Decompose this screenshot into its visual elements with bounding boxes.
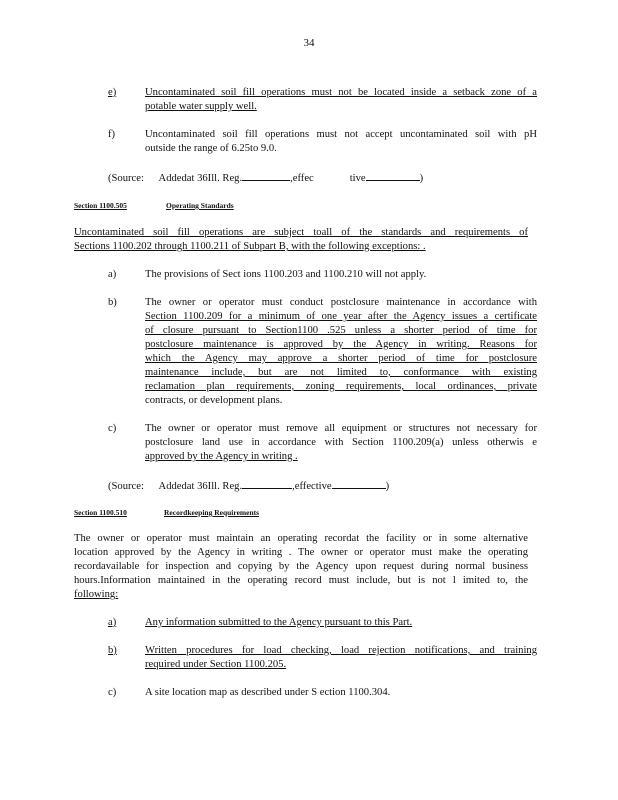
item-b-label: b): [108, 645, 117, 656]
date-blank: [242, 170, 290, 181]
item-b-line-6: maintenance include, but are not limited to, conformance with existing: [145, 367, 537, 378]
item-b-line-3: of closure pursuant to Section1100 .525 unless a shorter period of time for: [145, 325, 537, 336]
source-effective: ,effec: [290, 173, 314, 184]
section-510-intro-line-5: following:: [74, 589, 119, 600]
item-b-line-8: contracts, or development plans.: [145, 395, 283, 406]
source-effective-cont: tive: [349, 173, 366, 184]
item-c-line-1: The owner or operator must remove all equipment or structures not necessary for: [145, 423, 537, 434]
item-b-line-7: reclamation plan requirements, zoning requirements, local ordinances, private: [145, 381, 537, 392]
section-510-title: Recordkeeping Requirements: [164, 508, 260, 517]
item-e-line-1: Uncontaminated soil fill operations must not be located inside a setback zone of a: [145, 87, 537, 98]
section-505-number: Section 1100.505: [74, 201, 127, 210]
section-510-number: Section 1100.510: [74, 508, 127, 517]
item-e-label: e): [108, 87, 117, 98]
section-505-title: Operating Standards: [166, 201, 234, 210]
item-b-line-5: which the Agency may approve a shorter period of time for postclosure: [145, 353, 537, 364]
date-blank: [332, 478, 386, 489]
source-effective: ,effective: [292, 481, 332, 492]
source-close: ): [419, 173, 424, 184]
item-b-line-2: required under Section 1100.205.: [145, 659, 287, 670]
source-open: (Source:: [108, 481, 144, 492]
source-close: ): [385, 481, 390, 492]
item-b-label: b): [108, 297, 117, 308]
page-number: 34: [303, 37, 315, 49]
source-text: Addedat 36Ill. Reg.: [158, 173, 243, 184]
source-open: (Source:: [108, 173, 144, 184]
section-505-intro-line-2: Sections 1100.202 through 1100.211 of Subpart B, with the following exceptions: .: [74, 241, 426, 252]
section-510-intro-line-1: The owner or operator must maintain an operating recordat the facility or in some alternative: [74, 533, 528, 544]
item-b-line-1: The owner or operator must conduct postclosure maintenance in accordance with: [145, 297, 537, 308]
item-f-line-2: outside the range of 6.25to 9.0.: [145, 143, 277, 154]
item-f-label: f): [108, 129, 116, 140]
section-510-intro-line-4: hours.Information maintained in the operating record must include, but is not l imited to, the: [74, 575, 528, 586]
item-f-line-1: Uncontaminated soil fill operations must not accept uncontaminated soil with pH: [145, 129, 537, 140]
item-a-label: a): [108, 617, 117, 628]
date-blank: [366, 170, 420, 181]
source-text: Addedat 36Ill. Reg.: [158, 481, 243, 492]
item-c-label: c): [108, 423, 117, 434]
source-note-2: [108, 478, 389, 495]
item-b-line-2: Section 1100.209 for a minimum of one year after the Agency issues a certificate: [145, 311, 537, 322]
source-note-1: [108, 170, 423, 187]
item-c-line-3: approved by the Agency in writing .: [145, 451, 298, 462]
section-505-intro-line-1: Uncontaminated soil fill operations are subject toall of the standards and requirements of: [74, 227, 528, 238]
item-b-line-4: postclosure maintenance is approved by the Agency in writing. Reasons for: [145, 339, 537, 350]
item-a-label: a): [108, 269, 117, 280]
item-a-text: Any information submitted to the Agency pursuant to this Part.: [145, 617, 413, 628]
date-blank: [242, 478, 292, 489]
section-510-intro-line-3: recordavailable for inspection and copying by the Agency upon request during normal business: [74, 561, 528, 572]
item-c-line-2: postclosure land use in accordance with Section 1100.209(a) unless otherwis e: [145, 437, 537, 448]
item-b-line-1: Written procedures for load checking, load rejection notifications, and training: [145, 645, 537, 656]
section-510-intro-line-2: location approved by the Agency in writing . The owner or operator must make the operating: [74, 547, 528, 558]
item-e-line-2: potable water supply well.: [145, 101, 257, 112]
item-a-text: The provisions of Sect ions 1100.203 and 1100.210 will not apply.: [145, 269, 427, 280]
item-c-text: A site location map as described under S ection 1100.304.: [145, 687, 391, 698]
item-c-label: c): [108, 687, 117, 698]
